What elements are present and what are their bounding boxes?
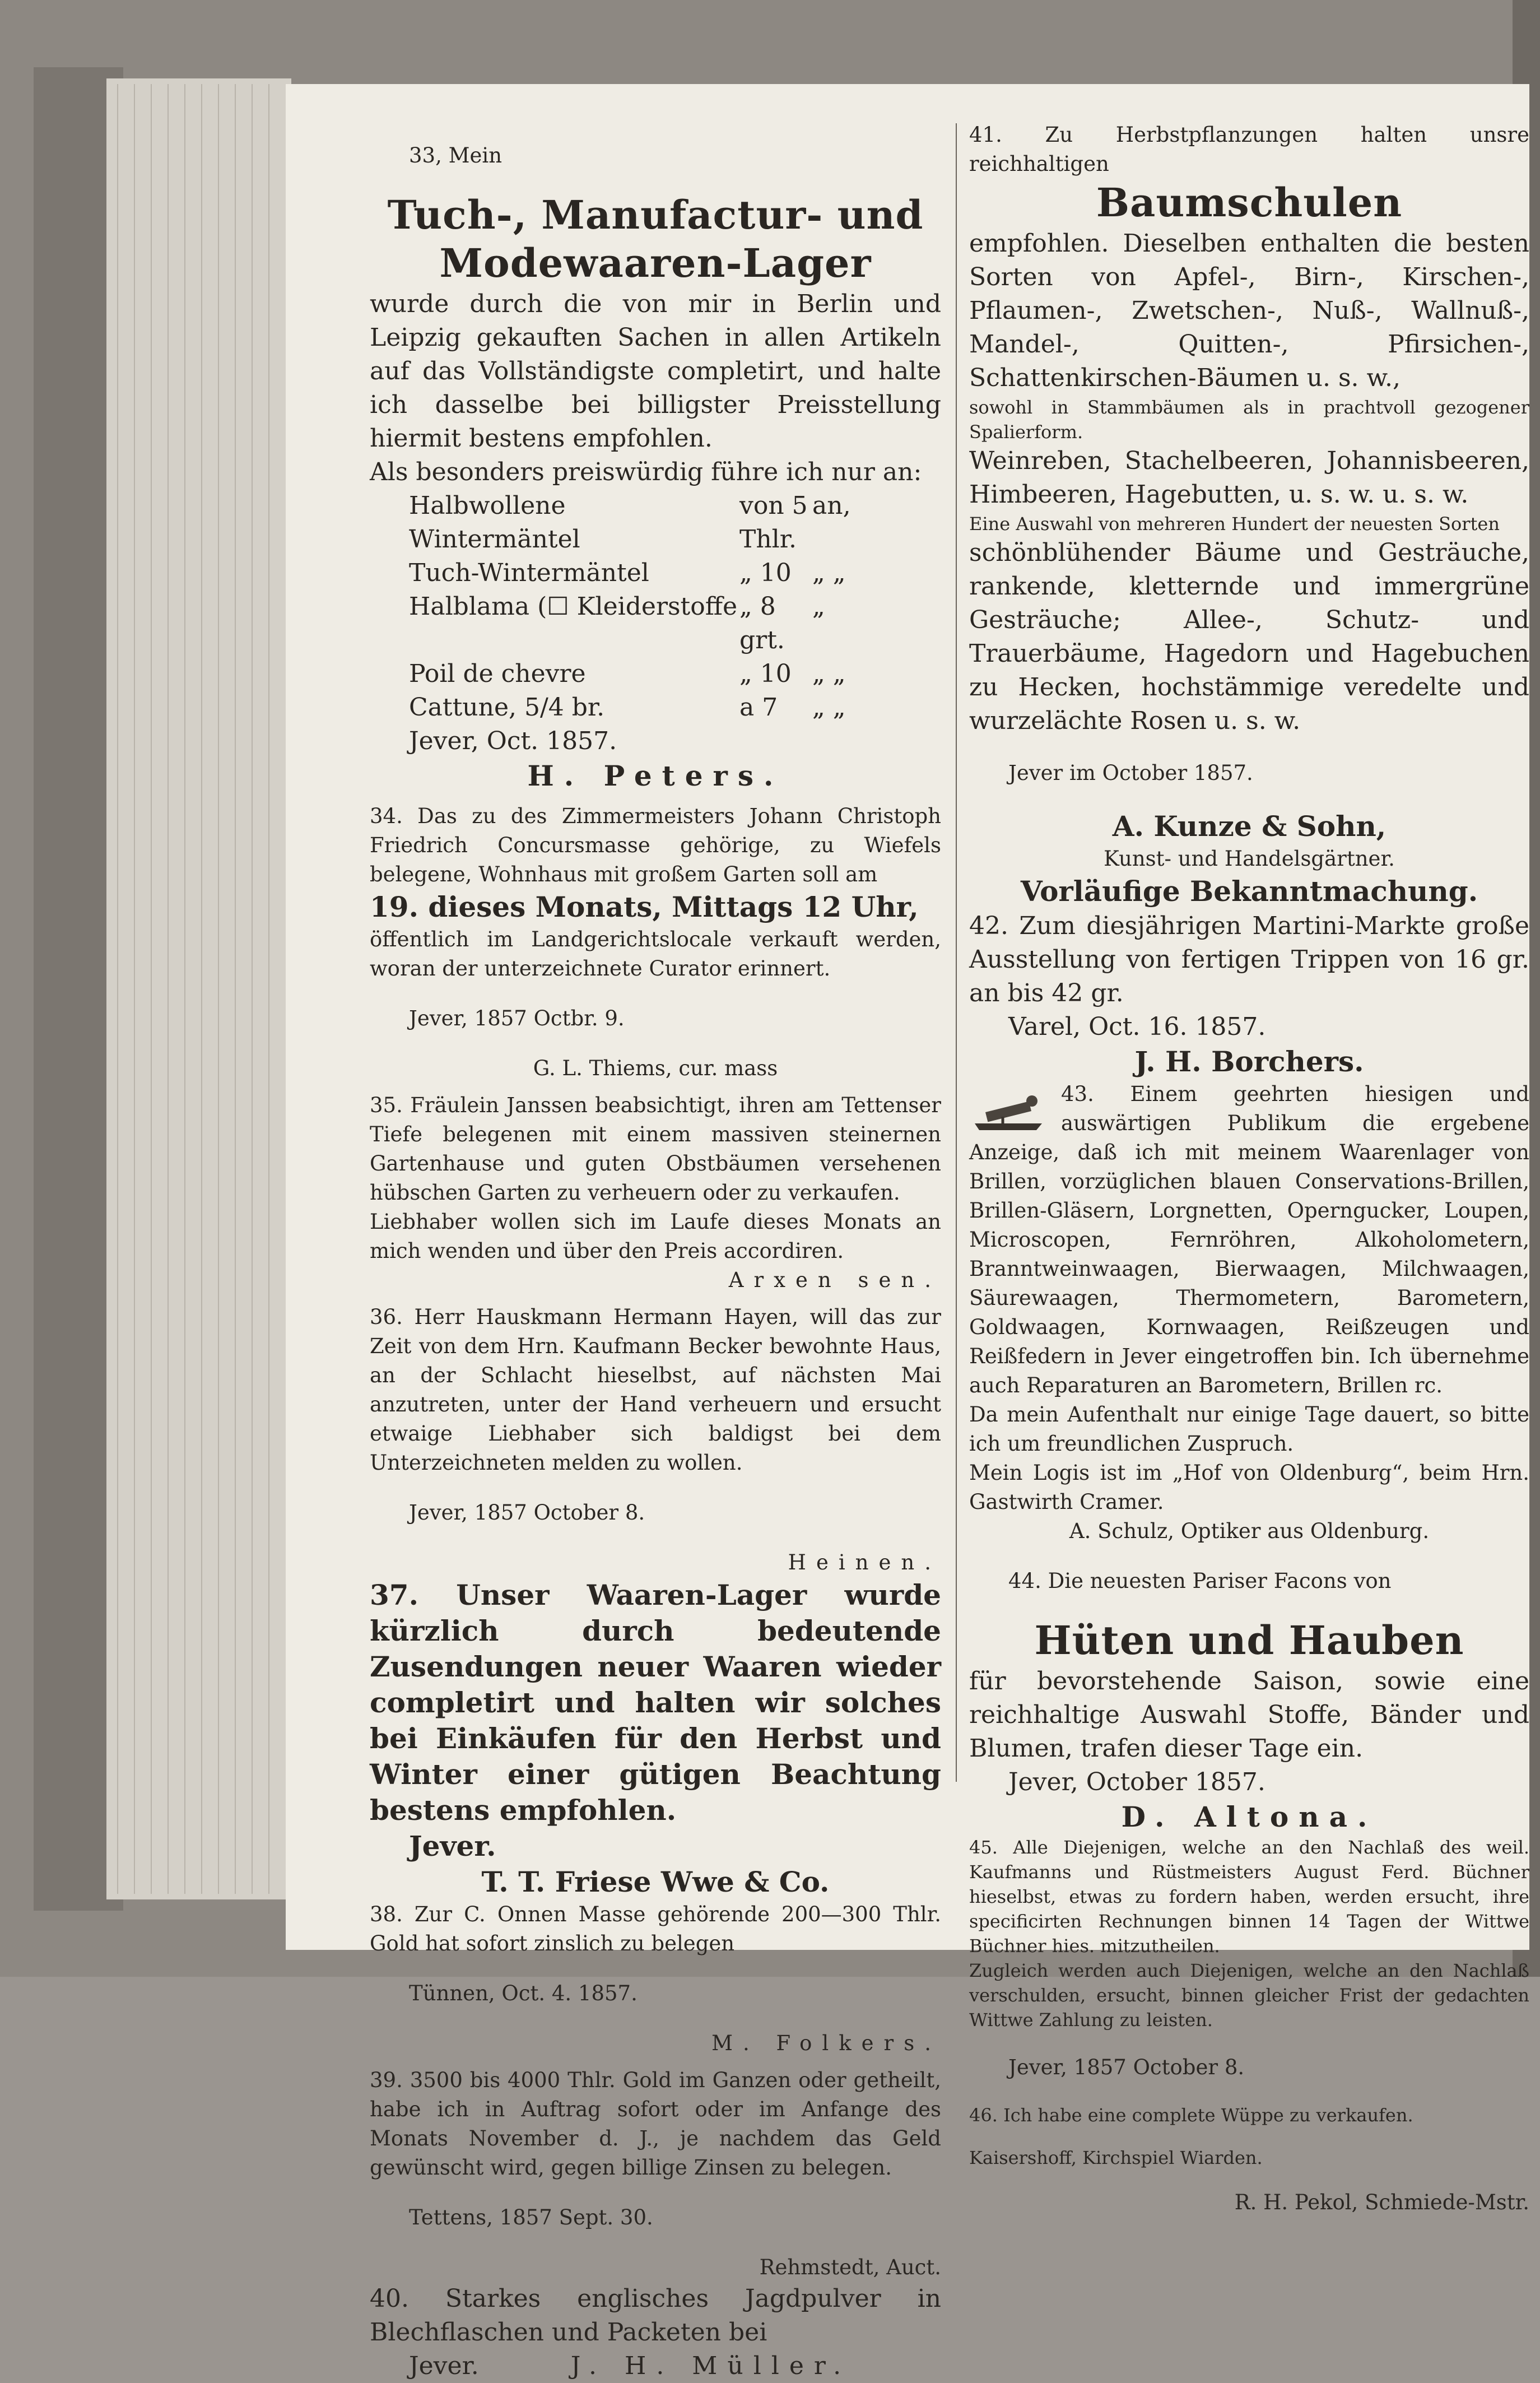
ad-34 [370, 802, 941, 1083]
ad-46 [969, 2103, 1529, 2217]
ad-41-intro: 41. Zu Herbstpflanzungen halten unsre reichhaltigen [969, 123, 1529, 176]
ad-33-intro: 33, Mein [409, 143, 503, 168]
ad-46-body: 46. Ich habe eine complete Wüppe zu verkaufen. [969, 2105, 1413, 2126]
ad-43-body: 43. Einem geehrten hiesigen und auswärtigen Publikum die ergebene Anzeige, daß ich mit meinem Waarenlager von Brillen, vorzüglichen blauen Conservations-Brillen, Brillen-Gläsern, Lorgnetten, Operngucker, Loupen, Microscopen, Fernröhren, Alkoholometern, Branntweinwaagen, Bierwaagen, Milchwaagen, Säurewaagen, Thermometern, Barometern, Goldwaagen, Kornwaagen, Reißzeugen und Reißfedern in Jever eingetroffen bin. Ich übernehme auch Reparaturen an Barometern, Brillen rc. [969, 1082, 1529, 1397]
ad-44-body: für bevorstehende Saison, sowie eine reichhaltige Auswahl Stoffe, Bänder und Blumen, trafen dieser Tage ein. [969, 1667, 1529, 1763]
ad-40-place: Jever. [409, 2352, 479, 2380]
ad-34-place: Jever, 1857 Octbr. 9. [409, 1006, 625, 1030]
ad-33-lead: Als besonders preiswürdig führe ich nur an: [370, 458, 922, 486]
ad-44-intro: 44. Die neuesten Pariser Facons von [1008, 1569, 1392, 1593]
ad-38-place: Tünnen, Oct. 4. 1857. [409, 1981, 638, 2005]
ad-38-signature: M. Folkers. [711, 2031, 941, 2055]
ad-37 [370, 1577, 941, 1900]
ad-45-place: Jever, 1857 October 8. [1008, 2055, 1245, 2079]
ad-41-headline: Baumschulen [1096, 179, 1403, 226]
ad-44-signature: D. Altona. [1121, 1800, 1378, 1833]
ad-40-footer [370, 2349, 941, 2383]
ad-40-signature: J. H. Müller. [570, 2352, 852, 2380]
ad-42 [969, 874, 1529, 1080]
ad-41-signature: A. Kunze & Sohn, [1112, 810, 1387, 843]
ad-41 [969, 120, 1529, 874]
ad-40 [370, 2282, 941, 2383]
ad-41-body-2: sowohl in Stammbäumen als in prachtvoll gezogener Spalierform. [969, 397, 1529, 443]
ad-36-signature: Heinen. [788, 1550, 941, 1574]
ad-41-body-5: schönblühender Bäume und Gesträuche, rankende, kletternde und immergrüne Gesträuche; Allee-, Schutz- und Trauerbäume, Hagedorn und Hagebuchen zu Hecken, hochstämmige veredelte und wurzelächte Rosen u. s. w. [969, 538, 1529, 735]
ad-36 [370, 1303, 941, 1577]
ad-46-place: Kaisershoff, Kirchspiel Wiarden. [969, 2147, 1263, 2168]
ad-45-body-2: Zugleich werden auch Diejenigen, welche an den Nachlaß verschulden, ersucht, binnen gleicher Frist der gedachten Wittwe Zahlung zu leisten. [969, 1960, 1529, 2031]
ad-37-signature: T. T. Friese Wwe & Co. [481, 1865, 830, 1898]
ad-33-body: wurde durch die von mir in Berlin und Leipzig gekauften Sachen in allen Artikeln auf das Vollständigste completirt, und halte ich dasselbe bei billigster Preisstellung hiermit bestens empfohlen. [370, 290, 941, 453]
ad-42-signature: J. H. Borchers. [1134, 1045, 1364, 1078]
ad-39-place: Tettens, 1857 Sept. 30. [409, 2205, 653, 2229]
ad-46-signature: R. H. Pekol, Schmiede-Mstr. [1234, 2190, 1529, 2214]
ad-42-place: Varel, Oct. 16. 1857. [1008, 1012, 1266, 1041]
ad-39 [370, 2066, 941, 2282]
ad-41-body-4: Eine Auswahl von mehreren Hundert der neuesten Sorten [969, 513, 1500, 535]
ad-41-body: empfohlen. Dieselben enthalten die besten Sorten von Apfel-, Birn-, Kirschen-, Pflaumen-, Zwetschen-, Nuß-, Wallnuß-, Mandel-, Quitten-, Pfirsichen-, Schattenkirschen-Bäumen u. s. w., [969, 229, 1529, 392]
ad-33-headline-2: Modewaaren-Lager [439, 240, 872, 286]
ad-33-signature: H. Peters. [527, 759, 784, 792]
right-column [969, 120, 1529, 2217]
ad-34-body: 34. Das zu des Zimmermeisters Johann Christoph Friedrich Concursmasse gehörige, zu Wiefels belegene, Wohnhaus mit großem Garten soll am [370, 804, 941, 886]
ad-39-body: 39. 3500 bis 4000 Thlr. Gold im Ganzen oder getheilt, habe ich in Auftrag sofort oder im Anfange des Monats November d. J., je nachdem das Geld gewünscht wird, gegen billige Zinsen zu belegen. [370, 2068, 941, 2180]
price-row: Halbwollene Wintermäntel von 5 Thlr. an, [409, 491, 851, 554]
ad-42-body: 42. Zum diesjährigen Martini-Markte große Ausstellung von fertigen Trippen von 16 gr. an bis 42 gr. [969, 912, 1529, 1007]
ad-33 [370, 141, 941, 794]
ad-44-headline: Hüten und Hauben [1034, 1617, 1464, 1664]
ad-41-signature-2: Kunst- und Handelsgärtner. [1104, 847, 1395, 871]
ad-35-body-2: Liebhaber wollen sich im Laufe dieses Monats an mich wenden und über den Preis accordiren. [370, 1210, 941, 1263]
ad-44-place: Jever, October 1857. [1008, 1768, 1266, 1796]
ad-37-body: 37. Unser Waaren-Lager wurde kürzlich durch bedeutende Zusendungen neuer Waaren wieder completirt und halten wir solches bei Einkäufen für den Herbst und Winter einer gütigen Beachtung bestens empfohlen. [370, 1578, 941, 1827]
ad-34-body-2: öffentlich im Landgerichtslocale verkauft werden, woran der unterzeichnete Curator erinnert. [370, 927, 941, 981]
ad-41-body-3: Weinreben, Stachelbeeren, Johannisbeeren, Himbeeren, Hagebutten, u. s. w. u. s. w. [969, 447, 1529, 509]
ad-34-signature: G. L. Thiems, cur. mass [533, 1056, 778, 1080]
column-divider [956, 123, 957, 1782]
ad-36-body: 36. Herr Hauskmann Hermann Hayen, will das zur Zeit von dem Hrn. Kaufmann Becker bewohnte Haus, an der Schlacht hieselbst, auf nächsten Mai anzutreten, unter der Hand verheuern und ersucht etwaige Liebhaber sich baldigst bei dem Unterzeichneten melden zu wollen. [370, 1305, 941, 1475]
price-row: Halblama (☐ Kleiderstoffe „ 8 grt. „ [409, 592, 825, 654]
price-row: Poil de chevre „ 10 „ „ [409, 659, 846, 688]
ad-43 [969, 1080, 1529, 1546]
ad-35-signature: Arxen sen. [728, 1268, 941, 1292]
ad-33-price-list [370, 489, 941, 724]
ad-35 [370, 1091, 941, 1295]
ad-44 [969, 1567, 1529, 1835]
ad-45-body: 45. Alle Diejenigen, welche an den Nachlaß des weil. Kaufmanns und Rüstmeisters August Ferd. Büchner hieselbst, etwas zu fordern haben, werden ersucht, ihre specificirten Rechnungen binnen 14 Tagen der Wittwe Büchner hies. mitzutheilen. [969, 1837, 1529, 1957]
ad-45 [969, 1835, 1529, 2082]
left-column [370, 120, 941, 2383]
ad-42-headline: Vorläufige Bekanntmachung. [1020, 875, 1478, 908]
ad-38 [370, 1900, 941, 2058]
ad-36-place: Jever, 1857 October 8. [409, 1501, 645, 1525]
price-row: Cattune, 5/4 br. a 7 „ „ [409, 693, 846, 722]
ad-37-place: Jever. [409, 1829, 496, 1862]
ad-41-place: Jever im October 1857. [1008, 761, 1253, 785]
telescope-icon [969, 1084, 1053, 1135]
ad-34-date: 19. dieses Monats, Mittags 12 Uhr, [370, 890, 919, 923]
ad-35-body: 35. Fräulein Janssen beabsichtigt, ihren am Tettenser Tiefe belegenen mit einem massiven steinernen Gartenhause und guten Obstbäumen versehenen hübschen Garten zu verheuern oder zu verkaufen. [370, 1093, 941, 1205]
ad-38-body: 38. Zur C. Onnen Masse gehörende 200—300 Thlr. Gold hat sofort zinslich zu belegen [370, 1902, 941, 1955]
ad-39-signature: Rehmstedt, Auct. [759, 2255, 941, 2279]
price-row: Tuch-Wintermäntel „ 10 „ „ [409, 559, 846, 587]
ad-43-body-3: Mein Logis ist im „Hof von Oldenburg“, beim Hrn. Gastwirth Cramer. [969, 1461, 1529, 1514]
ad-43-signature: A. Schulz, Optiker aus Oldenburg. [1069, 1519, 1430, 1543]
ad-33-place: Jever, Oct. 1857. [409, 727, 617, 755]
ad-33-headline-1: Tuch-, Manufactur- und [387, 192, 924, 238]
ad-43-body-2: Da mein Aufenthalt nur einige Tage dauert, so bitte ich um freundlichen Zuspruch. [969, 1402, 1529, 1456]
ad-40-body: 40. Starkes englisches Jagdpulver in Blechflaschen und Packeten bei [370, 2284, 941, 2347]
